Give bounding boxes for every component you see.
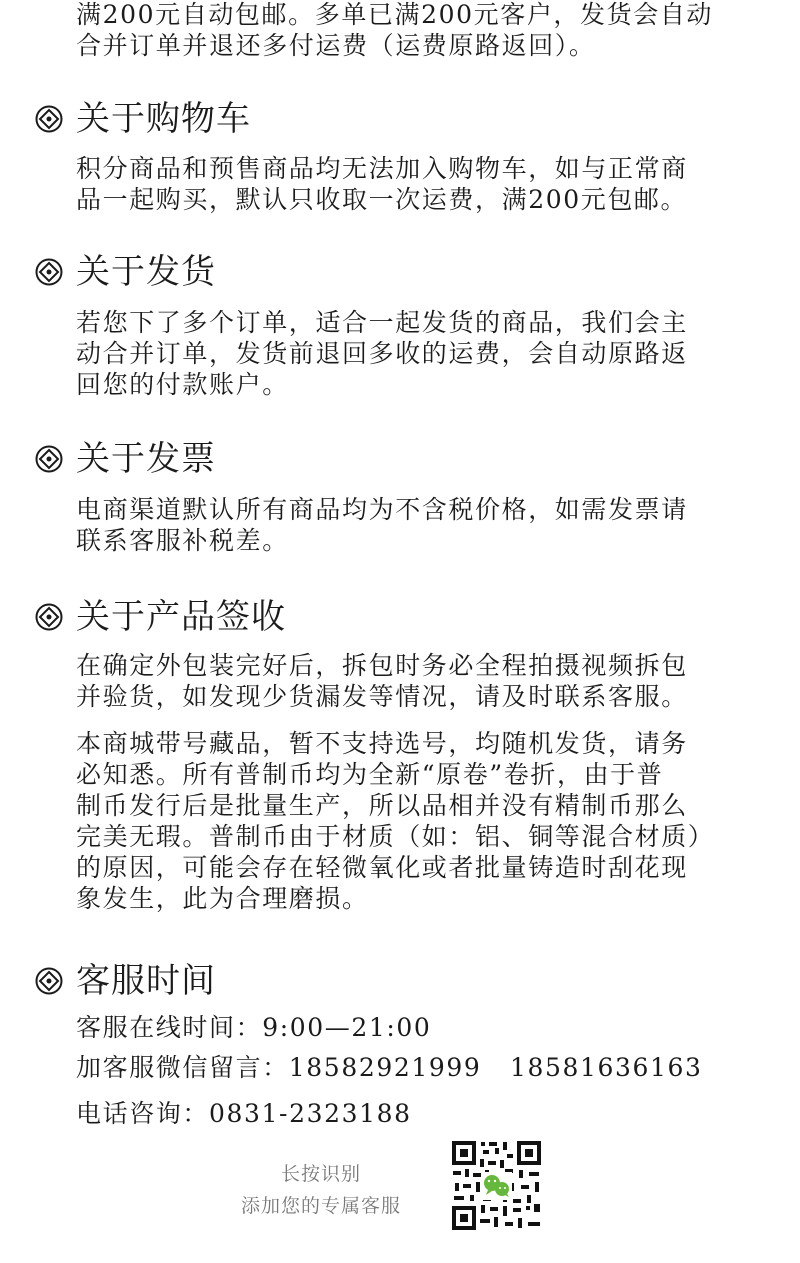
qr-caption-line-2: 添加您的专属客服	[240, 1195, 401, 1217]
paragraph-line: 电商渠道默认所有商品均为不含税价格，如需发票请	[76, 495, 688, 524]
section-title: 客服时间	[76, 961, 216, 1001]
diamond-circle-icon	[34, 257, 64, 287]
paragraph-line: 完美无瑕。普制币由于材质（如：铝、铜等混合材质）	[76, 822, 715, 851]
paragraph-line: 回您的付款账户。	[76, 370, 289, 399]
invoice-paragraph	[76, 494, 756, 556]
service-hours-line: 客服在线时间：9:00—21:00	[76, 1013, 432, 1042]
section-title: 关于购物车	[76, 99, 251, 139]
diamond-circle-icon	[34, 104, 64, 134]
wechat-contact-line: 加客服微信留言：18582921999 18581636163	[76, 1053, 703, 1082]
section-heading-shopping-cart	[34, 98, 251, 140]
paragraph-line: 动合并订单，发货前退回多收的运费，会自动原路返	[76, 339, 688, 368]
paragraph-line: 并验货，如发现少货漏发等情况，请及时联系客服。	[76, 682, 688, 711]
receipt-paragraph	[76, 650, 756, 712]
collection-note-paragraph	[76, 728, 756, 914]
paragraph-line: 制币发行后是批量生产，所以品相并没有精制币那么	[76, 791, 688, 820]
section-title: 关于发票	[76, 439, 216, 479]
wechat-qr-code-icon[interactable]	[449, 1138, 544, 1233]
paragraph-line: 象发生，此为合理磨损。	[76, 884, 369, 913]
phone-contact-line: 电话咨询：0831-2323188	[76, 1099, 412, 1128]
section-heading-invoice	[34, 438, 216, 480]
shopping-cart-paragraph	[76, 153, 756, 215]
paragraph-line: 在确定外包装完好后，拆包时务必全程拍摄视频拆包	[76, 651, 688, 680]
section-heading-shipping	[34, 251, 216, 293]
diamond-circle-icon	[34, 966, 64, 996]
section-heading-service-hours	[34, 960, 216, 1002]
paragraph-line: 若您下了多个订单，适合一起发货的商品，我们会主	[76, 308, 688, 337]
section-heading-product-receipt	[34, 596, 286, 638]
paragraph-line: 品一起购买，默认只收取一次运费，满200元包邮。	[76, 185, 688, 214]
paragraph-line: 联系客服补税差。	[76, 526, 289, 555]
diamond-circle-icon	[34, 602, 64, 632]
paragraph-line: 必知悉。所有普制币均为全新“原卷”卷折，由于普	[76, 760, 664, 789]
paragraph-line: 积分商品和预售商品均无法加入购物车，如与正常商	[76, 154, 688, 183]
shipping-paragraph	[76, 307, 756, 400]
section-title: 关于发货	[76, 252, 216, 292]
qr-caption-line-1: 长按识别	[280, 1163, 361, 1185]
intro-line-1: 满200元自动包邮。多单已满200元客户，发货会自动	[76, 0, 714, 29]
intro-line-2: 合并订单并退还多付运费（运费原路返回）。	[76, 31, 596, 60]
diamond-circle-icon	[34, 444, 64, 474]
paragraph-line: 的原因，可能会存在轻微氧化或者批量铸造时刮花现	[76, 853, 688, 882]
section-title: 关于产品签收	[76, 597, 286, 637]
paragraph-line: 本商城带号藏品，暂不支持选号，均随机发货，请务	[76, 729, 688, 758]
